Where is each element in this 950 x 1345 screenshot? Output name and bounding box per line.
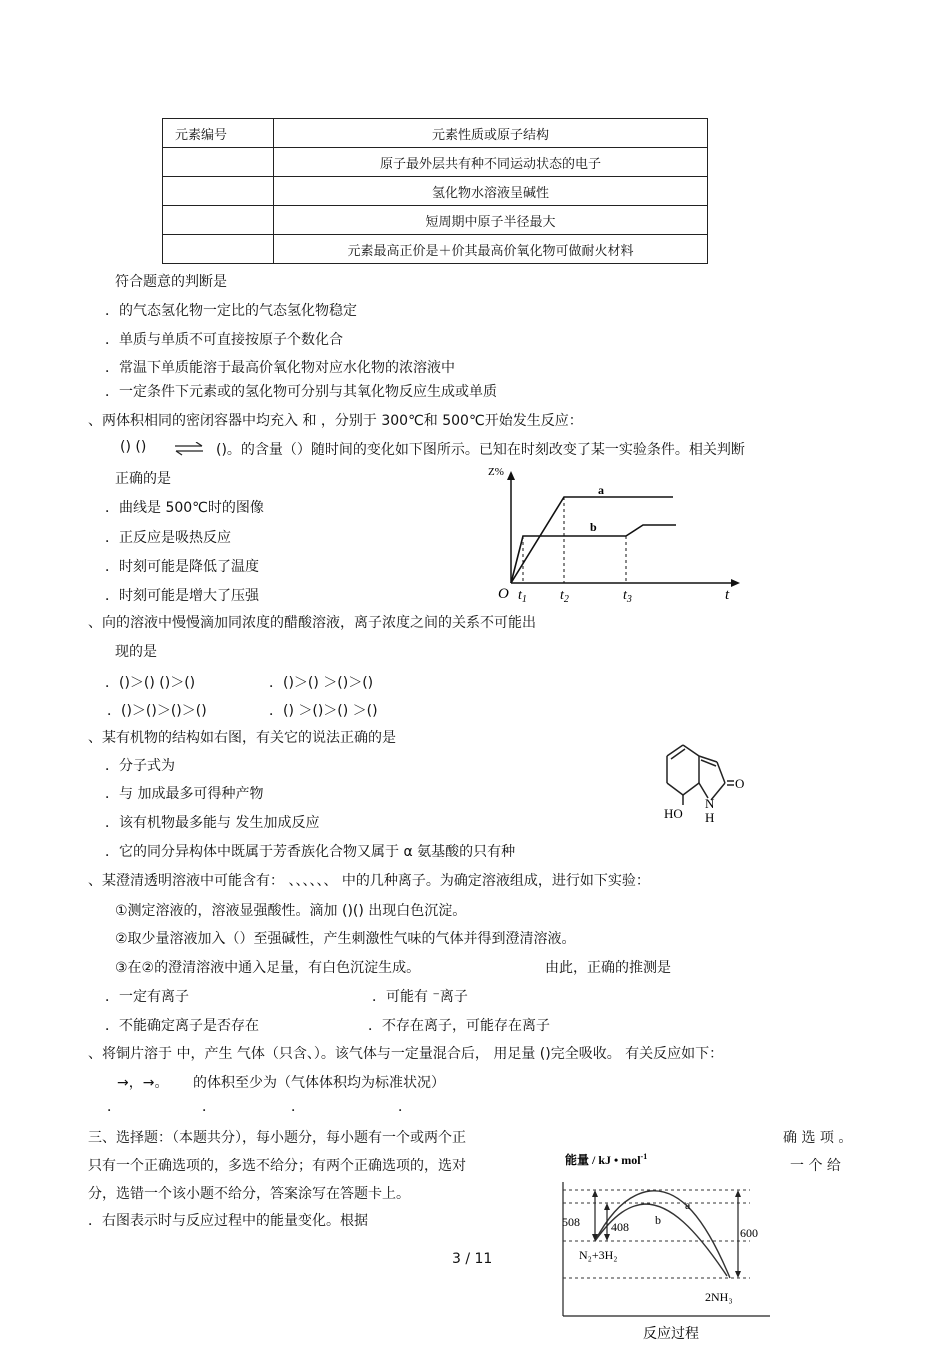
table-row [163, 235, 708, 264]
product-label: 2NH₃ [705, 1290, 733, 1304]
table-cell: 短周期中原子半径最大 [274, 206, 708, 235]
option-a: ．一定有离子 [105, 989, 189, 1005]
curve-b-label: b [590, 520, 597, 534]
experiment-step-3: ③在②的澄清溶液中通入足量，有白色沉淀生成。 [115, 960, 421, 976]
y-axis-label: Z% [488, 466, 504, 478]
question-stem-cont: 正确的是 [115, 471, 171, 487]
option-d: ． [398, 1099, 412, 1115]
option-b: ．正反应是吸热反应 [105, 530, 231, 546]
element-table [162, 118, 708, 264]
option-c: ．()＞()＞()＞() [107, 703, 207, 719]
option-a: ． [107, 1099, 121, 1115]
organic-structure-diagram [655, 740, 755, 830]
reactants-label: N₂+3H₂ [579, 1248, 618, 1262]
t3-label: $t_3$ [623, 588, 632, 605]
question-stem: 符合题意的判断是 [115, 274, 227, 290]
hydrogen-label: H [705, 810, 715, 825]
option-a: ．的气态氢化物一定比的气态氢化物稳定 [105, 303, 357, 319]
table-cell: 氢化物水溶液呈碱性 [274, 177, 708, 206]
curve-a-label: a [685, 1198, 691, 1212]
option-c: ．该有机物最多能与 发生加成反应 [105, 815, 320, 831]
experiment-step-2: ②取少量溶液加入（）至强碱性，产生刺激性气味的气体并得到澄清溶液。 [115, 931, 576, 947]
value-408: 408 [611, 1220, 629, 1234]
experiment-step-1: ①测定溶液的，溶液显强酸性。滴加 ()() 出现白色沉淀。 [115, 903, 467, 919]
option-c: ．不能确定离子是否存在 [105, 1018, 259, 1034]
section-heading: 三、选择题：（本题共分），每小题分，每小题有一个或两个正 [88, 1130, 466, 1146]
question-stem: 、向的溶液中慢慢滴加同浓度的醋酸溶液，离子浓度之间的关系不可能出 [88, 615, 536, 631]
question-stem: 、将铜片溶于 中，产生 气体（只含、）。该气体与一定量混合后， 用足量 ()完全吸收。 有关反应如下： [88, 1046, 724, 1062]
curve-a [511, 497, 673, 583]
y-axis-arrow-icon [507, 471, 515, 480]
option-d: ．不存在离子，可能存在离子 [368, 1018, 550, 1034]
section-heading-right: 确 选 项 。 [783, 1130, 853, 1146]
question-stem-cont: 现的是 [115, 644, 157, 660]
option-a: ．曲线是 500℃时的图像 [105, 500, 264, 516]
option-d: ．一定条件下元素或的氢化物可分别与其氧化物反应生成或单质 [105, 384, 497, 400]
table-header-row [163, 119, 708, 148]
curve-a [595, 1191, 730, 1278]
table-header-cell: 元素性质或原子结构 [274, 119, 708, 148]
reaction-arrows: →，→。 [117, 1075, 169, 1091]
option-b: ．()＞() ＞()＞() [269, 675, 374, 691]
y-axis-label: 能量 / kJ • mol$^{-1}$ [565, 1152, 648, 1167]
option-d: ．时刻可能是增大了压强 [105, 588, 259, 604]
option-c: ． [291, 1099, 305, 1115]
equation-right: ()。的含量（）随时间的变化如下图所示。已知在时刻改变了某一实验条件。相关判断 [216, 442, 745, 458]
table-cell [163, 177, 274, 206]
table-cell [163, 148, 274, 177]
value-508: 508 [562, 1215, 580, 1229]
option-a: ．分子式为 [105, 758, 175, 774]
option-c: ．常温下单质能溶于最高价氧化物对应水化物的浓溶液中 [105, 360, 455, 376]
page-number: 3 / 11 [452, 1251, 493, 1267]
x-axis-arrow-icon [731, 579, 740, 587]
t1-label: $t_1$ [518, 588, 527, 605]
table-cell [163, 206, 274, 235]
x-axis-label: t [725, 587, 730, 603]
nitrogen-label: N [705, 796, 715, 811]
oxygen-label: O [735, 776, 745, 791]
curve-a-label: a [598, 483, 604, 497]
option-b: ． [202, 1099, 216, 1115]
value-600: 600 [740, 1226, 758, 1240]
section-instructions: 只有一个正确选项的，多选不给分；有两个正确选项的，选对 [88, 1158, 466, 1174]
table-row [163, 148, 708, 177]
z-percent-time-graph [478, 455, 748, 605]
question-stem-cont: 的体积至少为（气体体积均为标准状况） [193, 1075, 445, 1091]
option-b: ．与 加成最多可得种产物 [105, 786, 264, 802]
table-cell: 原子最外层共有种不同运动状态的电子 [274, 148, 708, 177]
origin-label: O [498, 586, 509, 602]
table-cell [163, 235, 274, 264]
table-row [163, 206, 708, 235]
table-row [163, 177, 708, 206]
option-d: ．它的同分异构体中既属于芳香族化合物又属于 α 氨基酸的只有种 [105, 844, 516, 860]
x-axis-label: 反应过程 [643, 1327, 699, 1342]
curve-b-label: b [655, 1213, 661, 1227]
equilibrium-arrow-icon [174, 442, 204, 456]
t2-label: $t_2$ [560, 588, 569, 605]
option-a: ．()＞() ()＞() [105, 675, 196, 691]
equation-left: () () [120, 439, 147, 455]
table-cell: 元素最高正价是＋价其最高价氧化物可做耐火材料 [274, 235, 708, 264]
section-instructions-right: 一 个 给 [790, 1158, 841, 1174]
energy-diagram [555, 1148, 780, 1345]
question-stem: 、两体积相同的密闭容器中均充入 和 ，分别于 300℃和 500℃开始发生反应： [88, 413, 583, 429]
question-stem: 、某有机物的结构如右图，有关它的说法正确的是 [88, 730, 396, 746]
option-b: ．可能有 ⁻离子 [372, 989, 468, 1005]
curve-b [595, 1204, 727, 1276]
question-prompt: 由此，正确的推测是 [545, 960, 671, 976]
option-d: ．() ＞()＞() ＞() [269, 703, 378, 719]
question-stem: 、某澄清透明溶液中可能含有： 、、、、、、 中的几种离子。为确定溶液组成，进行如下实验： [88, 873, 650, 889]
option-c: ．时刻可能是降低了温度 [105, 559, 259, 575]
question-stem: ．右图表示时与反应过程中的能量变化。根据 [88, 1213, 368, 1229]
option-b: ．单质与单质不可直接按原子个数化合 [105, 332, 343, 348]
hydroxyl-label: HO [664, 806, 683, 821]
section-instructions-cont: 分，选错一个该小题不给分，答案涂写在答题卡上。 [88, 1186, 410, 1202]
table-header-cell: 元素编号 [163, 119, 274, 148]
